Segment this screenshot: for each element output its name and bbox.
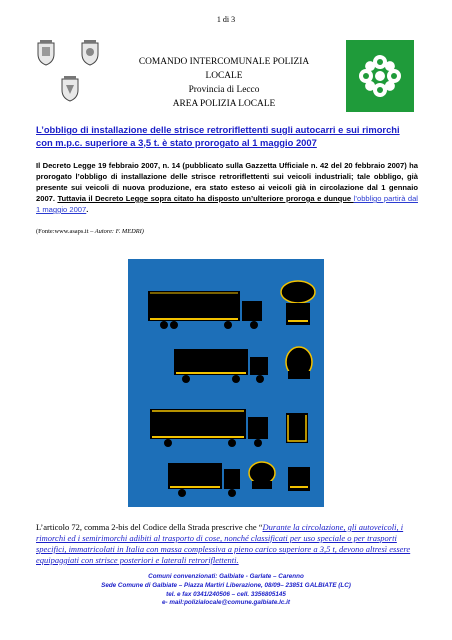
article-text: L’articolo 72, comma 2-bis del Codice della Strada prescrive che “ [36, 522, 263, 532]
crest-icon [60, 76, 80, 102]
truck-icon [148, 291, 262, 329]
trailer-icon [281, 281, 315, 325]
deadline-link[interactable]: l’obbligo partirà dal 1 maggio 2007 [36, 194, 418, 214]
municipal-crests [36, 40, 108, 104]
intro-text: Il Decreto Legge 19 febbraio 2007, n. 14 (pubblicato sulla Gazzetta Ufficiale n. 42 del 20 febbraio 2007) ha prorogato l’obbligo di installazione delle strisce retroriflettenti sui veicoli industriali; tale obbligo, già presente sui veicoli di nuova produzione, era stato esteso ai veicoli già in circolazione dal 1 gennaio 2007. [36, 161, 418, 203]
trailer-icon [286, 347, 312, 379]
vehicle-illustration [128, 259, 324, 507]
truck-icon [174, 349, 268, 383]
header-line-1: COMANDO INTERCOMUNALE POLIZIA [138, 57, 310, 67]
intro-end: . [86, 205, 89, 214]
trailer-icon [286, 413, 308, 443]
header-line-2: LOCALE [205, 71, 243, 81]
footer-email[interactable]: e- mail:polizialocale@comune.galbiate.lc.it [162, 599, 290, 607]
intro-underlined: Tuttavia il Decreto Legge sopra citato ha disposto un’ulteriore proroga e dunque [57, 194, 354, 203]
footer-line-3: tel. e fax 0341/240506 – cell. 3356805145 [166, 590, 286, 598]
footer-line-1: Comuni convenzionati: Galbiate - Garlate – Carenno [148, 573, 304, 580]
crest-icon [36, 40, 56, 66]
source-note [36, 228, 144, 235]
article-paragraph [36, 522, 418, 566]
source-label: (Fonte:www.asaps.it [36, 228, 89, 235]
intro-paragraph [36, 160, 418, 215]
headline: L’obbligo di installazione delle strisce retroriflettenti sugli autocarri e sui rimorchi con m.p.c. superiore a 3,5 t. è stato prorogato al 1 maggio 2007 [36, 124, 400, 148]
page-number: 1 di 3 [216, 15, 236, 24]
truck-icon [168, 463, 240, 497]
trailer-icon [249, 462, 310, 491]
crest-icon [80, 40, 100, 66]
article-quote: Durante la circolazione, gli autoveicoli, i rimorchi ed i semirimorchi adibiti al trasporto di cose, nonché classificati per uso speciale o per trasporti specifici, immatricolati in Italia con massa complessiva a pieno carico superiore a 3,5 t, devono altresì essere equipaggiati con strisce posteriori e laterali retroriflettenti. [36, 522, 411, 565]
header-line-3: Provincia di Lecco [188, 85, 260, 95]
truck-icon [150, 409, 268, 447]
footer [40, 573, 412, 608]
header-line-4: AREA POLIZIA LOCALE [172, 99, 276, 109]
source-author: – Autore: F. MEDRI) [88, 228, 144, 235]
footer-line-2: Sede Comune di Galbiate – Piazza Martiri Liberazione, 08/09– 23851 GALBIATE (LC) [101, 581, 351, 589]
agency-header [114, 40, 334, 110]
lombardy-rose-icon [346, 40, 414, 112]
